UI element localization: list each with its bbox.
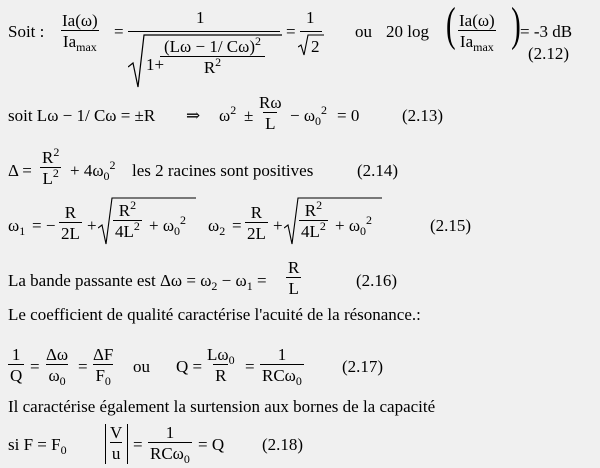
eq217-f1-num: 1: [11, 345, 21, 364]
eq215-r2: [299, 198, 328, 241]
r1-den-sup: 2: [133, 219, 140, 233]
r1-den-text: 4L: [115, 222, 134, 241]
rest-text: − ω: [290, 106, 316, 125]
r2-tail: [335, 213, 373, 238]
eq214-num: [40, 145, 61, 167]
r2-den-text: 4L: [301, 222, 320, 241]
ratio-numerator: Ia(ω): [62, 11, 98, 30]
eq217-f5-den-text: RCω: [262, 366, 296, 385]
eq-tag-2-16: (2.16): [356, 271, 398, 290]
eq214-den-sup: 2: [52, 166, 59, 180]
eq216-sub2: 1: [246, 279, 253, 293]
eq-tag-2-12: (2.12): [528, 44, 570, 63]
eq217-f5: [260, 345, 304, 388]
eq215-f1: [59, 204, 82, 242]
eq217-f4: [205, 346, 237, 384]
paren-right: (: [511, 0, 521, 51]
inner-numerator: [162, 34, 263, 56]
eq-tag-2-15: (2.15): [430, 216, 472, 235]
inner-num-sup: 2: [255, 34, 261, 48]
rest-sup: 2: [321, 103, 328, 117]
paren-left: (: [446, 0, 456, 51]
plus-2: +: [273, 216, 283, 235]
eq217-ou: ou: [133, 357, 150, 376]
eq218-den: [148, 442, 192, 466]
plus-minus: ±: [244, 106, 254, 125]
f1-den: 2L: [61, 224, 80, 243]
big-numerator: 1: [196, 8, 205, 27]
log-den-sub: max: [473, 40, 494, 54]
eq-tag-2-14: (2.14): [357, 161, 399, 180]
eq217-f3-den: [93, 364, 112, 388]
w1-sub: 1: [19, 224, 26, 238]
r2-num-text: R: [304, 201, 317, 220]
abs-bar-left: [105, 424, 106, 464]
paragraph-surtension: Il caractérise également la surtension aux bornes de la capacité: [8, 397, 436, 416]
w1-equals: = −: [32, 216, 56, 235]
eq217-eq2: =: [78, 357, 88, 376]
plus-1: +: [87, 216, 97, 235]
eq-tag-2-18: (2.18): [262, 435, 304, 454]
inner-num-text: (Lω − 1/ Cω): [164, 37, 255, 56]
eq214-num-sup: 2: [53, 145, 60, 159]
eq218-num: 1: [165, 423, 175, 442]
eq217-f3-den-text: F: [95, 366, 105, 385]
plus-sup: 2: [109, 158, 116, 172]
eq218-abs-num: V: [110, 423, 123, 442]
eq217-f3: [91, 345, 115, 388]
rhs-numerator: 1: [306, 8, 315, 27]
r1-tail-sub: 0: [174, 224, 181, 238]
eq217-f4-num-text: Lω: [207, 345, 229, 364]
eq218-tail: = Q: [198, 435, 225, 454]
equals-2: =: [286, 22, 296, 41]
lead-text: Soit :: [8, 22, 45, 41]
eq218-si-sub: 0: [60, 443, 67, 457]
r2-tail-sub: 0: [360, 224, 367, 238]
r2-den: [299, 220, 328, 240]
eq217-f5-den-sub: 0: [295, 374, 302, 388]
eq217-f2-den: [46, 364, 67, 388]
omega-1: [8, 216, 26, 238]
f1-num: R: [64, 203, 77, 222]
r1-num-text: R: [118, 201, 131, 220]
w2-equals: =: [232, 216, 242, 235]
eq214-den-text: L: [42, 169, 53, 188]
eq215-r1: [113, 198, 142, 241]
twenty-log-text: 20 log: [386, 22, 429, 41]
r2-den-sup: 2: [319, 219, 326, 233]
log-denominator: [458, 30, 496, 54]
abs-bar-right: [127, 424, 128, 464]
omega-2: [208, 216, 226, 238]
r1-tail-text: + ω: [149, 216, 175, 235]
result-text: = -3 dB: [520, 22, 573, 41]
eq216-fraction: [286, 259, 301, 297]
eq217-f3-den-sub: 0: [104, 374, 111, 388]
eq218-eq1: =: [133, 435, 143, 454]
eq218-si: [8, 435, 67, 457]
eq216-mid: − ω: [217, 271, 247, 290]
inner-den-text: R: [203, 58, 216, 77]
eq218-den-sub: 0: [183, 452, 190, 466]
eq216-text: [8, 271, 267, 293]
eq217-eq1: =: [30, 357, 40, 376]
inner-fraction: [162, 34, 263, 77]
log-den-text: Ia: [459, 32, 474, 51]
ratio-denominator: [61, 30, 99, 54]
plus-sub: 0: [103, 169, 110, 183]
rhs-fraction-bar: [300, 31, 322, 32]
eq217-f2: [44, 345, 70, 388]
equals: =: [114, 22, 124, 41]
eq217-f2-den-text: ω: [48, 366, 60, 385]
eq213-text: soit Lω − 1/ Cω = ±R: [8, 106, 156, 125]
eq218-den-text: RCω: [150, 444, 184, 463]
eq-tag-2-13: (2.13): [402, 106, 444, 125]
ou-text: ou: [355, 22, 372, 41]
r2-num-sup: 2: [316, 198, 323, 212]
r1-den: [113, 220, 142, 240]
eq217-eq3: =: [245, 357, 255, 376]
equals-zero: = 0: [337, 106, 360, 125]
inner-den-sup: 2: [215, 55, 222, 69]
w2-sup: 2: [230, 103, 237, 117]
eq-tag-2-17: (2.17): [342, 357, 384, 376]
implies-arrow-icon: ⇒: [186, 106, 201, 125]
eq216-den: L: [288, 279, 299, 298]
f2-den: 2L: [247, 224, 266, 243]
eq216-num: R: [288, 258, 300, 277]
eq217-f4-num: [205, 345, 237, 367]
inner-denominator: [160, 56, 265, 76]
r1-tail-sup: 2: [180, 213, 187, 227]
eq217-f4-num-sub: 0: [228, 353, 235, 367]
eq217-f2-num: Δω: [46, 345, 69, 364]
eq214-fraction: [40, 145, 61, 188]
eq218-si-text: si F = F: [8, 435, 61, 454]
r2-tail-sup: 2: [366, 213, 373, 227]
ratio-den-sub: max: [76, 40, 97, 54]
eq213-num: Rω: [259, 93, 282, 112]
rest-sub: 0: [315, 114, 322, 128]
eq214-plus: [70, 158, 116, 183]
eq218-abs-den: u: [111, 444, 121, 463]
ratio-den-text: Ia: [62, 32, 77, 51]
w2-text: ω: [219, 106, 231, 125]
eq213-den: L: [265, 114, 276, 133]
r2-tail-text: + ω: [335, 216, 361, 235]
delta-text: Δ =: [8, 161, 32, 180]
paragraph-quality-factor: Le coefficient de qualité caractérise l'acuité de la résonance.:: [8, 305, 421, 324]
eq217-f5-den: [260, 364, 304, 388]
f2-num: R: [250, 203, 263, 222]
big-fraction-bar: [128, 31, 280, 32]
eq216-eq: =: [252, 271, 267, 290]
eq217-q: Q =: [176, 357, 203, 376]
eq214-comment: les 2 racines sont positives: [132, 161, 314, 180]
eq218-fraction: [148, 423, 192, 466]
inner-one: 1+: [146, 55, 165, 74]
w2b-text: ω: [208, 216, 220, 235]
w2b-sub: 2: [219, 224, 226, 238]
eq217-f1-den: Q: [10, 366, 23, 385]
eq213-fraction: [257, 94, 284, 132]
eq216-text-a: La bande passante est Δω = ω: [8, 271, 212, 290]
plus-text: + 4ω: [70, 161, 104, 180]
log-fraction: [457, 11, 497, 54]
eq214-num-text: R: [42, 148, 54, 167]
eq215-f2: [245, 204, 268, 242]
omega-zero-squared: [290, 103, 328, 128]
omega-squared: [219, 103, 237, 125]
r1-num-sup: 2: [130, 198, 137, 212]
eq217-f1: [8, 346, 24, 384]
r1-num: [117, 198, 138, 220]
w1-text: ω: [8, 216, 20, 235]
eq214-den: [40, 167, 60, 187]
rhs-denominator: 2: [311, 37, 320, 56]
r1-tail: [149, 213, 187, 238]
log-numerator: Ia(ω): [459, 11, 495, 30]
eq218-abs-fraction: [108, 424, 124, 462]
eq216-sub1: 2: [211, 279, 218, 293]
eq217-f5-num: 1: [277, 345, 287, 364]
eq217-f3-num: ΔF: [93, 345, 114, 364]
eq217-f2-den-sub: 0: [59, 374, 66, 388]
r2-num: [303, 198, 324, 220]
eq217-f4-den: R: [215, 366, 227, 385]
ratio-fraction: [60, 11, 100, 54]
